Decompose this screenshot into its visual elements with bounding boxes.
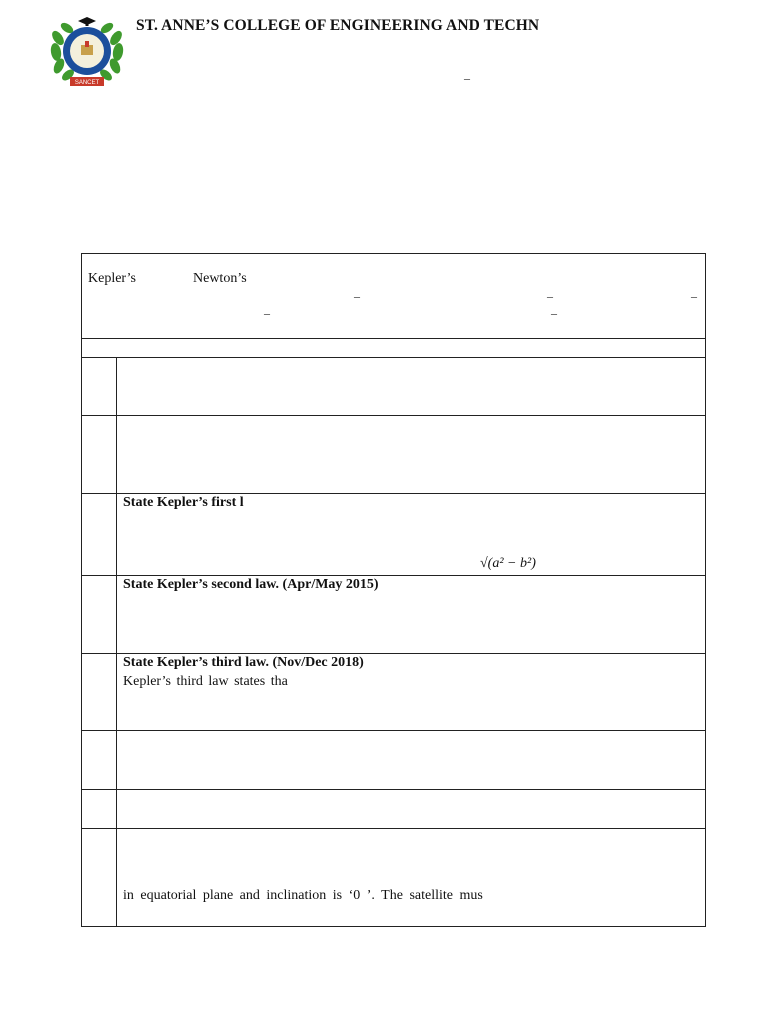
keplers-text: Kepler’s [88,271,136,286]
q5-title: State Kepler’s third law. (Nov/Dec 2018) [123,655,364,670]
intro-dash: – [547,289,553,303]
header-dash: – [464,71,470,85]
college-name: ST. ANNE’S COLLEGE OF ENGINEERING AND TECHN [136,17,540,34]
row-divider [81,575,706,576]
intro-dash: – [264,306,270,320]
intro-dash: – [691,289,697,303]
row-divider [81,493,706,494]
q4-title: State Kepler’s second law. (Apr/May 2015) [123,577,379,592]
newtons-text: Newton’s [193,271,247,286]
column-divider [116,357,117,926]
svg-text:SANCET: SANCET [74,80,100,86]
intro-dash: – [551,306,557,320]
row-divider [81,357,706,358]
row-divider [81,789,706,790]
intro-dash: – [354,289,360,303]
row-divider [81,828,706,829]
row-divider [81,730,706,731]
college-logo [46,12,128,88]
q3-title: State Kepler’s first l [123,495,244,510]
row-divider [81,338,706,339]
q3-formula: √(a² − b²) [480,556,536,571]
q8-answer: in equatorial plane and inclination is ‘0 ’. The satellite mus [123,888,483,903]
row-divider [81,415,706,416]
row-divider [81,653,706,654]
q5-answer: Kepler’s third law states tha [123,674,288,689]
